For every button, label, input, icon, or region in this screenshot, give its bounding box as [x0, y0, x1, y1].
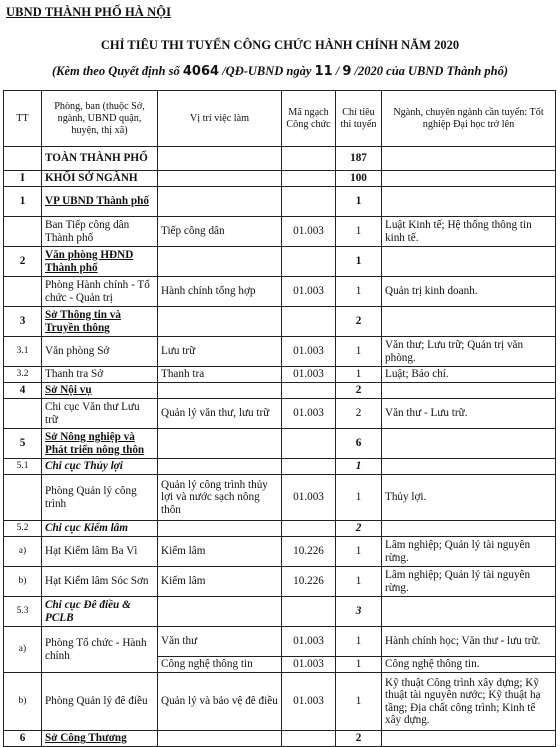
cell-department: TOÀN THÀNH PHỐ	[42, 147, 158, 171]
subtitle-prefix: (Kèm theo Quyết định số	[51, 64, 180, 78]
cell-tt: I	[4, 171, 42, 187]
cell-job-code: 01.003	[282, 277, 336, 307]
cell-tt: b)	[4, 673, 42, 731]
header-position: Vị trí việc làm	[158, 91, 282, 147]
cell-job-code	[282, 247, 336, 277]
cell-tt: 2	[4, 247, 42, 277]
cell-position: Văn thư	[158, 627, 282, 657]
cell-quota: 1	[336, 217, 382, 247]
cell-major: Văn thư; Lưu trữ; Quản trị văn phòng.	[382, 337, 556, 367]
cell-job-code: 01.003	[282, 399, 336, 429]
cell-position	[158, 147, 282, 171]
cell-quota: 100	[336, 171, 382, 187]
table-row	[4, 247, 556, 277]
cell-department: Văn phòng HĐND Thành phố	[42, 247, 158, 277]
cell-quota: 2	[336, 383, 382, 399]
cell-major: Công nghệ thông tin.	[382, 657, 556, 673]
table-row	[4, 307, 556, 337]
cell-quota: 2	[336, 399, 382, 429]
cell-department: Chi cục Đê điều & PCLB	[42, 597, 158, 627]
cell-major	[382, 459, 556, 475]
table-header-row	[4, 91, 556, 147]
cell-major	[382, 429, 556, 459]
cell-position: Quản lý và bảo vệ đê điều	[158, 673, 282, 731]
cell-major	[382, 597, 556, 627]
table-row	[4, 673, 556, 731]
cell-tt: 5.2	[4, 521, 42, 537]
cell-department: Phòng Hành chính - Tổ chức - Quản trị	[42, 277, 158, 307]
cell-major: Kỹ thuật Công trình xây dựng; Kỹ thuật tài nguyên nước; Kỹ thuật hạ tầng; Địa chất công trình; Kinh tế xây dựng.	[382, 673, 556, 731]
cell-major: Lâm nghiệp; Quản lý tài nguyên rừng.	[382, 567, 556, 597]
cell-position	[158, 597, 282, 627]
cell-quota: 1	[336, 187, 382, 217]
cell-major: Quản trị kinh doanh.	[382, 277, 556, 307]
cell-department: Sở Công Thương	[42, 731, 158, 747]
cell-quota: 3	[336, 597, 382, 627]
cell-major: Luật; Báo chí.	[382, 367, 556, 383]
cell-position	[158, 429, 282, 459]
cell-quota: 1	[336, 537, 382, 567]
cell-tt	[4, 475, 42, 521]
cell-department: Sở Nội vụ	[42, 383, 158, 399]
cell-quota: 1	[336, 367, 382, 383]
cell-quota: 1	[336, 627, 382, 657]
cell-job-code	[282, 171, 336, 187]
quota-table	[3, 90, 556, 747]
cell-tt: 5.1	[4, 459, 42, 475]
cell-tt: 3	[4, 307, 42, 337]
table-row	[4, 475, 556, 521]
cell-tt: 3.2	[4, 367, 42, 383]
cell-major: Hành chính học; Văn thư - lưu trữ.	[382, 627, 556, 657]
issuing-organization: UBND THÀNH PHỐ HÀ NỘI	[6, 5, 172, 19]
table-row	[4, 217, 556, 247]
cell-quota: 1	[336, 459, 382, 475]
header-department: Phòng, ban (thuộc Sở, ngành, UBND quận, huyện, thị xã)	[42, 91, 158, 147]
cell-tt: 4	[4, 383, 42, 399]
cell-position: Công nghệ thông tin	[158, 657, 282, 673]
cell-job-code: 01.003	[282, 367, 336, 383]
decision-day: 11	[314, 64, 333, 79]
cell-major	[382, 731, 556, 747]
cell-position: Lưu trữ	[158, 337, 282, 367]
cell-department: Sở Nông nghiệp và Phát triển nông thôn	[42, 429, 158, 459]
cell-position	[158, 521, 282, 537]
cell-job-code	[282, 307, 336, 337]
cell-job-code: 01.003	[282, 217, 336, 247]
header-quota: Chỉ tiêu thi tuyển	[336, 91, 382, 147]
cell-major	[382, 147, 556, 171]
cell-position	[158, 459, 282, 475]
subtitle-slash: /	[335, 64, 340, 78]
cell-position: Tiếp công dân	[158, 217, 282, 247]
cell-job-code: 01.003	[282, 337, 336, 367]
cell-job-code: 01.003	[282, 475, 336, 521]
cell-tt	[4, 217, 42, 247]
cell-department: Chi cục Văn thư Lưu trữ	[42, 399, 158, 429]
cell-department: Hạt Kiểm lâm Sóc Sơn	[42, 567, 158, 597]
cell-department: VP UBND Thành phố	[42, 187, 158, 217]
cell-major	[382, 383, 556, 399]
decision-month: 9	[342, 64, 352, 79]
cell-quota: 1	[336, 673, 382, 731]
cell-major	[382, 247, 556, 277]
cell-job-code	[282, 147, 336, 171]
cell-department: Chi cục Kiểm lâm	[42, 521, 158, 537]
cell-tt: 6	[4, 731, 42, 747]
cell-major	[382, 307, 556, 337]
cell-quota: 1	[336, 337, 382, 367]
cell-position	[158, 383, 282, 399]
cell-department: Phòng Tổ chức - Hành chính	[42, 627, 158, 673]
cell-job-code	[282, 383, 336, 399]
cell-quota: 6	[336, 429, 382, 459]
cell-position: Thanh tra	[158, 367, 282, 383]
cell-position: Kiểm lâm	[158, 537, 282, 567]
table-row	[4, 459, 556, 475]
cell-department: KHỐI SỞ NGÀNH	[42, 171, 158, 187]
subtitle-suffix: /2020 của UBND Thành phố)	[354, 64, 509, 78]
cell-quota: 1	[336, 247, 382, 277]
cell-job-code	[282, 597, 336, 627]
cell-major	[382, 171, 556, 187]
cell-major: Lâm nghiệp; Quản lý tài nguyên rừng.	[382, 537, 556, 567]
cell-job-code: 10.226	[282, 567, 336, 597]
cell-tt: 1	[4, 187, 42, 217]
cell-major	[382, 521, 556, 537]
cell-job-code: 01.003	[282, 657, 336, 673]
decision-number: 4064	[182, 64, 220, 79]
table-row	[4, 627, 556, 657]
document-title: CHỈ TIÊU THI TUYỂN CÔNG CHỨC HÀNH CHÍNH NĂM 2020	[100, 38, 460, 52]
table-row	[4, 731, 556, 747]
cell-major	[382, 187, 556, 217]
table-row	[4, 537, 556, 567]
table-row	[4, 277, 556, 307]
cell-department: Văn phòng Sở	[42, 337, 158, 367]
cell-quota: 2	[336, 307, 382, 337]
cell-tt: 5.3	[4, 597, 42, 627]
header-major: Ngành, chuyên ngành cần tuyển: Tốt nghiệp Đại học trở lên	[382, 91, 556, 147]
cell-quota: 187	[336, 147, 382, 171]
cell-position: Kiểm lâm	[158, 567, 282, 597]
cell-quota: 1	[336, 567, 382, 597]
cell-major: Thủy lợi.	[382, 475, 556, 521]
cell-position: Quản lý công trình thủy lợi và nước sạch nông thôn	[158, 475, 282, 521]
cell-major: Văn thư - Lưu trữ.	[382, 399, 556, 429]
header-tt: TT	[4, 91, 42, 147]
cell-job-code	[282, 459, 336, 475]
cell-tt	[4, 399, 42, 429]
cell-job-code: 01.003	[282, 627, 336, 657]
cell-department: Phòng Quản lý đê điều	[42, 673, 158, 731]
cell-position: Hành chính tổng hợp	[158, 277, 282, 307]
cell-job-code	[282, 187, 336, 217]
cell-major: Luật Kinh tế; Hệ thống thông tin kinh tế.	[382, 217, 556, 247]
document-subtitle	[0, 64, 560, 79]
table-row	[4, 147, 556, 171]
header-job-code: Mã ngạch Công chức	[282, 91, 336, 147]
cell-tt: 5	[4, 429, 42, 459]
cell-tt: a)	[4, 537, 42, 567]
table-row	[4, 367, 556, 383]
cell-job-code	[282, 521, 336, 537]
table-row	[4, 597, 556, 627]
cell-quota: 1	[336, 277, 382, 307]
cell-position	[158, 307, 282, 337]
table-row	[4, 337, 556, 367]
cell-department: Chi cục Thủy lợi	[42, 459, 158, 475]
cell-department: Sở Thông tin và Truyền thông	[42, 307, 158, 337]
cell-quota: 1	[336, 657, 382, 673]
table-row	[4, 399, 556, 429]
cell-quota: 2	[336, 521, 382, 537]
cell-department: Ban Tiếp công dân Thành phố	[42, 217, 158, 247]
cell-department: Hạt Kiểm lâm Ba Vì	[42, 537, 158, 567]
cell-quota: 2	[336, 731, 382, 747]
cell-position	[158, 731, 282, 747]
subtitle-middle: /QĐ-UBND ngày	[222, 64, 312, 78]
cell-job-code: 10.226	[282, 537, 336, 567]
cell-tt: b)	[4, 567, 42, 597]
cell-department: Phòng Quản lý công trình	[42, 475, 158, 521]
cell-quota: 1	[336, 475, 382, 521]
cell-tt	[4, 147, 42, 171]
cell-position	[158, 171, 282, 187]
table-row	[4, 521, 556, 537]
cell-department: Thanh tra Sở	[42, 367, 158, 383]
cell-position	[158, 247, 282, 277]
table-row	[4, 567, 556, 597]
table-row	[4, 383, 556, 399]
cell-position: Quản lý văn thư, lưu trữ	[158, 399, 282, 429]
cell-tt: 3.1	[4, 337, 42, 367]
table-row	[4, 187, 556, 217]
table-row	[4, 429, 556, 459]
table-row	[4, 171, 556, 187]
cell-position	[158, 187, 282, 217]
cell-job-code: 01.003	[282, 673, 336, 731]
cell-job-code	[282, 731, 336, 747]
cell-tt	[4, 277, 42, 307]
cell-tt: a)	[4, 627, 42, 673]
cell-job-code	[282, 429, 336, 459]
